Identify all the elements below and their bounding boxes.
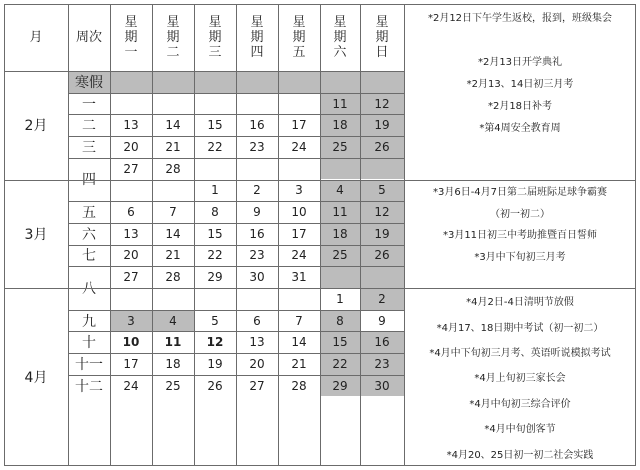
date-cell: 22 — [207, 139, 223, 154]
date-cell — [110, 288, 152, 310]
day-header — [110, 4, 152, 71]
note-text: （初一初二） — [490, 208, 550, 220]
note-text: *3月11日初三中考助推暨百日誓师 — [442, 230, 598, 242]
grid-line — [68, 93, 404, 94]
day-header-char: 五 — [292, 45, 306, 60]
week-header: 周次 — [75, 30, 102, 45]
date-cell: 24 — [291, 248, 307, 263]
note-text: *4月17、18日期中考试（初一初二） — [436, 322, 604, 334]
grid-line — [404, 4, 405, 466]
date-cell — [110, 180, 152, 202]
note-text: *4月中旬初三综合评价 — [469, 398, 571, 410]
grid-line — [320, 4, 321, 466]
date-cell: 8 — [211, 205, 219, 220]
date-cell: 15 — [207, 118, 223, 133]
week-label: 一 — [82, 96, 96, 113]
date-cell — [278, 288, 320, 310]
date-cell: 30 — [360, 375, 404, 397]
date-cell: 12 — [360, 93, 404, 115]
grid-line — [68, 114, 404, 115]
date-cell — [360, 71, 404, 93]
grid-line — [635, 4, 636, 466]
day-header-char: 期 — [166, 30, 180, 45]
date-cell — [152, 71, 194, 93]
grid-line — [194, 4, 195, 466]
date-cell — [194, 71, 236, 93]
date-cell: 4 — [152, 310, 194, 332]
date-cell: 13 — [249, 335, 265, 350]
date-cell: 19 — [360, 223, 404, 245]
day-header-char: 二 — [166, 45, 180, 60]
day-header-char: 六 — [333, 45, 347, 60]
date-cell: 20 — [249, 356, 265, 371]
date-cell: 27 — [123, 270, 139, 285]
date-cell: 20 — [123, 139, 139, 154]
day-header — [194, 4, 236, 71]
day-header — [152, 4, 194, 71]
date-cell: 9 — [253, 205, 261, 220]
date-cell: 14 — [165, 226, 181, 241]
date-cell: 28 — [291, 378, 307, 393]
date-cell: 11 — [320, 93, 360, 115]
date-cell: 18 — [320, 114, 360, 136]
date-cell: 7 — [295, 313, 303, 328]
grid-line — [68, 375, 404, 376]
date-cell: 27 — [123, 161, 139, 176]
grid-line — [236, 4, 237, 466]
date-cell — [110, 93, 152, 115]
date-cell: 10 — [291, 205, 307, 220]
grid-line — [68, 223, 404, 224]
date-cell: 15 — [320, 331, 360, 353]
date-cell: 7 — [169, 205, 177, 220]
date-cell — [236, 71, 278, 93]
month-label: 3月 — [24, 226, 48, 243]
note-text: *4月2日-4日清明节放假 — [466, 297, 574, 309]
date-cell: 8 — [320, 310, 360, 332]
date-cell: 9 — [378, 313, 386, 328]
date-cell — [152, 180, 194, 202]
date-cell: 5 — [211, 313, 219, 328]
grid-line — [360, 4, 361, 466]
date-cell: 18 — [320, 223, 360, 245]
date-cell: 19 — [207, 356, 223, 371]
day-header-char: 星 — [375, 15, 389, 30]
date-cell: 21 — [291, 356, 307, 371]
grid-line — [4, 180, 636, 181]
date-cell: 25 — [320, 136, 360, 158]
note-text: *2月12日下午学生返校，报到，班级集会 — [427, 12, 613, 24]
date-cell: 2 — [360, 288, 404, 310]
day-header-char: 期 — [124, 30, 138, 45]
date-cell — [110, 71, 152, 93]
day-header-char: 期 — [292, 30, 306, 45]
date-cell — [320, 266, 360, 288]
note-text: *4月中旬创客节 — [484, 424, 556, 436]
day-header-char: 星 — [124, 15, 138, 30]
school-calendar-table — [4, 4, 636, 466]
date-cell: 1 — [336, 291, 344, 306]
date-cell: 4 — [320, 180, 360, 202]
grid-line — [68, 158, 404, 159]
date-cell: 16 — [249, 118, 265, 133]
note-text: *4月中下旬初三月考、英语听说模拟考试 — [429, 348, 611, 360]
grid-line — [68, 245, 404, 246]
date-cell — [152, 93, 194, 115]
day-header-char: 三 — [208, 45, 222, 60]
date-cell: 19 — [360, 114, 404, 136]
date-cell — [320, 158, 360, 180]
date-cell: 16 — [249, 226, 265, 241]
day-header-char: 四 — [250, 45, 264, 60]
date-cell: 27 — [249, 378, 265, 393]
week-label: 寒假 — [68, 71, 110, 93]
month-header: 月 — [29, 30, 43, 45]
date-cell: 11 — [320, 201, 360, 223]
date-cell — [236, 93, 278, 115]
week-label: 九 — [82, 313, 96, 330]
day-header — [320, 4, 360, 71]
date-cell: 21 — [165, 139, 181, 154]
date-cell: 10 — [122, 335, 140, 350]
date-cell: 3 — [110, 310, 152, 332]
date-cell: 15 — [207, 226, 223, 241]
day-header-char: 期 — [333, 30, 347, 45]
date-cell: 11 — [164, 335, 182, 350]
date-cell: 31 — [291, 270, 307, 285]
day-header-char: 星 — [208, 15, 222, 30]
week-label: 十一 — [75, 356, 103, 373]
date-cell: 23 — [249, 139, 265, 154]
week-label: 三 — [82, 139, 96, 156]
week-label: 十二 — [75, 378, 103, 395]
date-cell: 24 — [123, 378, 139, 393]
day-header — [278, 4, 320, 71]
day-header-char: 一 — [124, 45, 138, 60]
note-text: *第4周安全教育周 — [479, 122, 561, 134]
date-cell: 28 — [165, 270, 181, 285]
grid-line — [68, 266, 404, 267]
month-label: 4月 — [24, 370, 48, 386]
grid-line — [68, 310, 404, 311]
grid-line — [68, 331, 404, 332]
date-cell: 2 — [253, 183, 261, 198]
note-text: *2月13、14日初三月考 — [466, 78, 574, 90]
note-text: *4月20、25日初一初二社会实践 — [446, 449, 594, 461]
grid-line — [68, 4, 69, 466]
day-header — [236, 4, 278, 71]
date-cell — [360, 266, 404, 288]
date-cell — [194, 288, 236, 310]
date-cell: 12 — [206, 335, 224, 350]
date-cell: 13 — [123, 118, 139, 133]
date-cell: 3 — [295, 183, 303, 198]
date-cell: 30 — [249, 270, 265, 285]
date-cell: 29 — [207, 270, 223, 285]
grid-line — [152, 4, 153, 466]
grid-line — [110, 4, 111, 466]
day-header-char: 星 — [250, 15, 264, 30]
note-text: *4月上旬初三家长会 — [474, 373, 566, 385]
week-label: 五 — [82, 205, 96, 222]
week-label: 七 — [82, 248, 96, 265]
grid-line — [4, 71, 404, 72]
date-cell — [236, 288, 278, 310]
date-cell: 24 — [291, 139, 307, 154]
date-cell: 6 — [253, 313, 261, 328]
date-cell: 29 — [320, 375, 360, 397]
grid-line — [68, 201, 404, 202]
note-text: *2月18日补考 — [487, 100, 553, 112]
day-header-char: 期 — [208, 30, 222, 45]
date-cell: 20 — [123, 248, 139, 263]
date-cell: 28 — [165, 161, 181, 176]
day-header-char: 星 — [333, 15, 347, 30]
date-cell: 21 — [165, 248, 181, 263]
date-cell: 12 — [360, 201, 404, 223]
date-cell: 22 — [207, 248, 223, 263]
date-cell — [152, 288, 194, 310]
date-cell — [360, 158, 404, 180]
date-cell — [278, 71, 320, 93]
week-label: 十 — [82, 335, 96, 352]
grid-line — [4, 4, 5, 466]
date-cell — [278, 93, 320, 115]
date-cell: 26 — [360, 136, 404, 158]
date-cell: 25 — [165, 378, 181, 393]
day-header-char: 日 — [375, 45, 389, 60]
note-text: *3月中下旬初三月考 — [474, 251, 566, 263]
date-cell: 6 — [127, 205, 135, 220]
day-header-char: 星 — [292, 15, 306, 30]
date-cell: 23 — [249, 248, 265, 263]
date-cell: 17 — [291, 226, 307, 241]
date-cell: 1 — [211, 183, 219, 198]
date-cell — [278, 158, 320, 180]
date-cell — [236, 158, 278, 180]
date-cell: 22 — [320, 353, 360, 375]
day-header-char: 期 — [375, 30, 389, 45]
date-cell: 13 — [123, 226, 139, 241]
note-text: *2月13日开学典礼 — [477, 56, 563, 68]
day-header-char: 期 — [250, 30, 264, 45]
grid-line — [4, 288, 636, 289]
date-cell: 16 — [360, 331, 404, 353]
date-cell: 17 — [123, 356, 139, 371]
date-cell: 18 — [165, 356, 181, 371]
date-cell: 14 — [165, 118, 181, 133]
date-cell — [320, 71, 360, 93]
note-text: *3月6日-4月7日第二届班际足球争霸赛 — [432, 186, 608, 198]
date-cell: 26 — [207, 378, 223, 393]
grid-line — [68, 353, 404, 354]
day-header-char: 星 — [166, 15, 180, 30]
day-header — [360, 4, 404, 71]
date-cell: 14 — [291, 335, 307, 350]
date-cell — [194, 93, 236, 115]
date-cell: 17 — [291, 118, 307, 133]
date-cell: 23 — [360, 353, 404, 375]
month-label: 2月 — [24, 118, 48, 135]
week-label: 二 — [82, 118, 96, 135]
date-cell — [194, 158, 236, 180]
date-cell: 25 — [320, 245, 360, 267]
grid-line — [68, 136, 404, 137]
grid-line — [278, 4, 279, 466]
date-cell: 26 — [360, 245, 404, 267]
week-label: 六 — [82, 226, 96, 243]
date-cell: 5 — [360, 180, 404, 202]
